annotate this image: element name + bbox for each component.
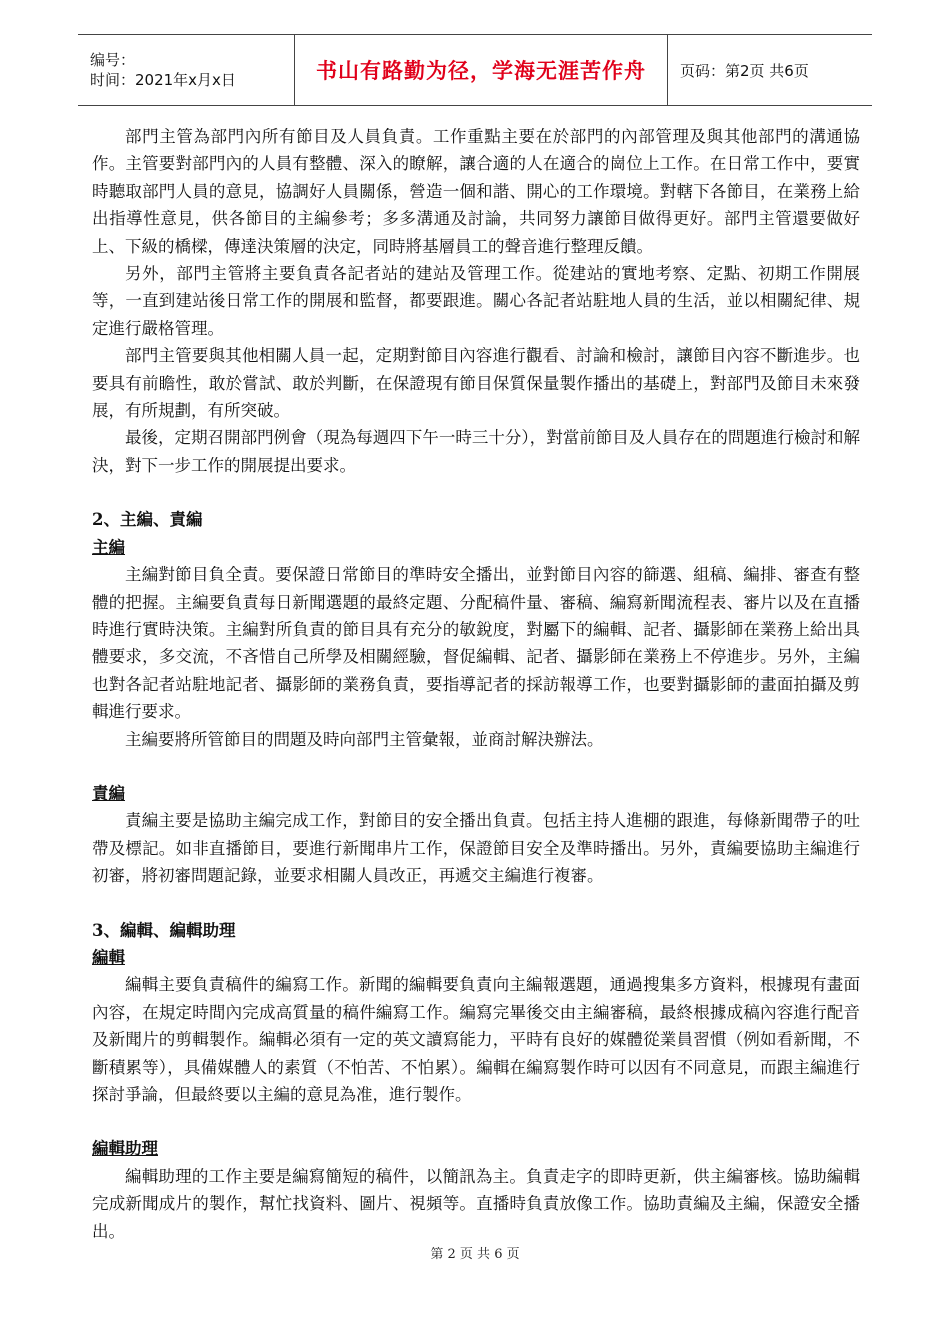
- body-paragraph: 主編要將所管節目的問題及時向部門主管彙報，並商討解決辦法。: [125, 729, 604, 749]
- body-paragraph: 責編主要是協助主編完成工作，對節目的安全播出負責。包括主持人進棚的跟進，每條新聞帶子的吐帶及標記。如非直播節目，要進行新聞串片工作，保證節目安全及準時播出。另外，責編要協助主編進行初審，將初審問題記錄，並要求相關人員改正，再遞交主編進行複審。: [92, 811, 860, 886]
- section-heading-3: 3、編輯、編輯助理: [92, 920, 236, 940]
- body-paragraph: 編輯主要負責稿件的編寫工作。新聞的編輯要負責向主編報選題，通過搜集多方資料，根據現有畫面內容，在規定時間內完成高質量的稿件編寫工作。編寫完畢後交由主編審稿，最終根據成稿內容進行配音及新聞片的剪輯製作。編輯必須有一定的英文讀寫能力，平時有良好的媒體從業員習慣（例如看新聞，不斷積累等），具備媒體人的素質（不怕苦、不怕累）。編輯在編寫製作時可以因有不同意見，而跟主編進行探討爭論，但最終要以主編的意見為准，進行製作。: [92, 975, 860, 1104]
- spacer: [92, 1108, 860, 1135]
- body-paragraph: 部門主管為部門內所有節目及人員負責。工作重點主要在於部門的內部管理及與其他部門的溝通協作。主管要對部門內的人員有整體、深入的瞭解，讓合適的人在適合的崗位上工作。在日常工作中，要實時聽取部門人員的意見，協調好人員關係，營造一個和諧、開心的工作環境。對轄下各節目，在業務上給出指導性意見，供各節目的主編參考；多多溝通及討論，共同努力讓節目做得更好。部門主管還要做好上、下級的橋樑，傳達決策層的決定，同時將基層員工的聲音進行整理反饋。: [92, 127, 860, 256]
- page-footer: 第 2 页 共 6 页: [430, 1247, 520, 1262]
- body-paragraph: 最後，定期召開部門例會（現為每週四下午一時三十分），對當前節目及人員存在的問題進行檢討和解決，對下一步工作的開展提出要求。: [92, 428, 860, 475]
- body-paragraph: 部門主管要與其他相關人員一起，定期對節目內容進行觀看、討論和檢討，讓節目內容不斷進步。也要具有前瞻性，敢於嘗試、敢於判斷，在保證現有節目保質保量製作播出的基礎上，對部門及節目未來發展，有所規劃，有所突破。: [92, 346, 860, 421]
- document-body: [92, 123, 860, 1245]
- subsection-title-chief-editor: 主編: [92, 537, 125, 557]
- subsection-title-editor-assistant: 編輯助理: [92, 1139, 158, 1159]
- body-paragraph: 編輯助理的工作主要是編寫簡短的稿件，以簡訊為主。負責走字的即時更新，供主編審核。協助編輯完成新聞成片的製作，幫忙找資料、圖片、視頻等。直播時負責放像工作。協助責編及主編，保證安全播出。: [92, 1166, 860, 1241]
- header-motto: 书山有路勤为径，学海无涯苦作舟: [295, 35, 668, 106]
- document-date: 时间：2021年x月x日: [90, 71, 236, 89]
- header-page-info: 页码：第2页 共6页: [668, 35, 873, 106]
- body-paragraph: 主編對節目負全責。要保證日常節目的準時安全播出，並對節目內容的篩選、組稿、編排、審查有整體的把握。主編要負責每日新聞選題的最終定題、分配稿件量、審稿、編寫新聞流程表、審片以及在直播時進行實時決策。主編對所負責的節目具有充分的敏銳度，對屬下的編輯、記者、攝影師在業務上給出具體要求，多交流，不吝惜自己所學及相關經驗，督促編輯、記者、攝影師在業務上不停進步。另外，主編也對各記者站駐地記者、攝影師的業務負責，要指導記者的採訪報導工作，也要對攝影師的畫面拍攝及剪輯進行要求。: [92, 565, 860, 722]
- spacer: [92, 753, 860, 780]
- header-meta: [78, 35, 295, 106]
- document-number-label: 编号：: [90, 51, 136, 69]
- section-heading-2: 2、主編、責編: [92, 510, 203, 530]
- subsection-title-editor: 編輯: [92, 947, 125, 967]
- page-header: [78, 34, 872, 106]
- subsection-title-duty-editor: 責編: [92, 783, 125, 803]
- body-paragraph: 另外，部門主管將主要負責各記者站的建站及管理工作。從建站的實地考察、定點、初期工作開展等，一直到建站後日常工作的開展和監督，都要跟進。關心各記者站駐地人員的生活，並以相關紀律、規定進行嚴格管理。: [92, 264, 860, 338]
